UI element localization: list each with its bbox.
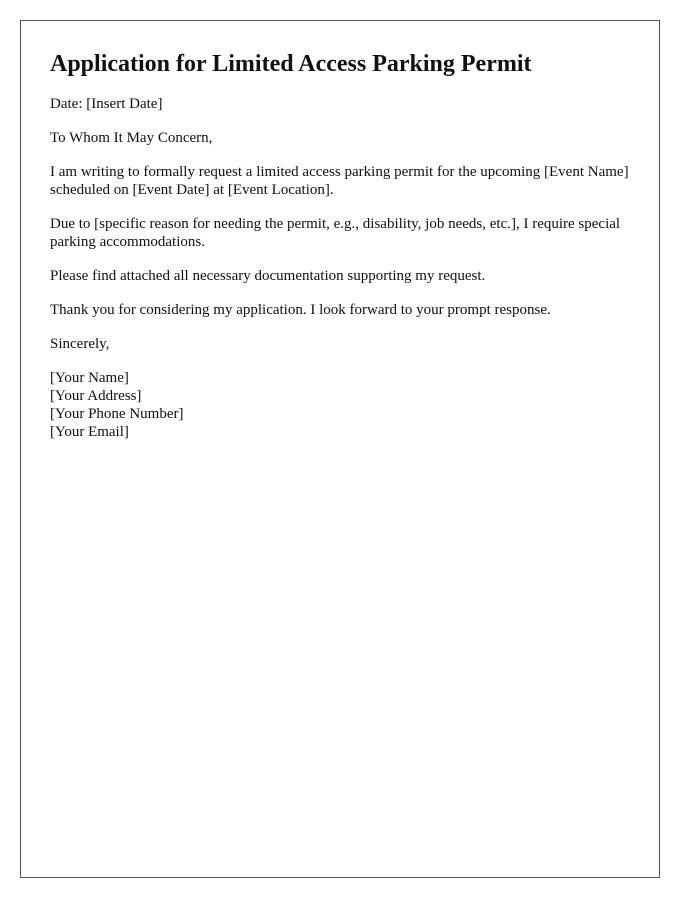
signature-phone: [Your Phone Number] (50, 406, 184, 422)
closing: Sincerely, (50, 336, 110, 352)
letter-title: Application for Limited Access Parking Permit (50, 51, 532, 77)
letter-content (50, 49, 634, 441)
body-paragraph-documentation: Please find attached all necessary documentation supporting my request. (50, 268, 486, 284)
date-line: Date: [Insert Date] (50, 96, 163, 112)
body-paragraph-reason: Due to [specific reason for needing the permit, e.g., disability, job needs, etc.], I require special parking accommodations. (50, 216, 621, 250)
body-paragraph-thanks: Thank you for considering my application. I look forward to your prompt response. (50, 302, 551, 318)
body-paragraph-request: I am writing to formally request a limited access parking permit for the upcoming [Event Name] scheduled on [Event Date] at [Event Location]. (50, 164, 629, 198)
signature-block (50, 369, 634, 441)
signature-address: [Your Address] (50, 388, 142, 404)
salutation: To Whom It May Concern, (50, 130, 213, 146)
signature-name: [Your Name] (50, 370, 129, 386)
letter-page (20, 20, 660, 878)
signature-email: [Your Email] (50, 424, 129, 440)
